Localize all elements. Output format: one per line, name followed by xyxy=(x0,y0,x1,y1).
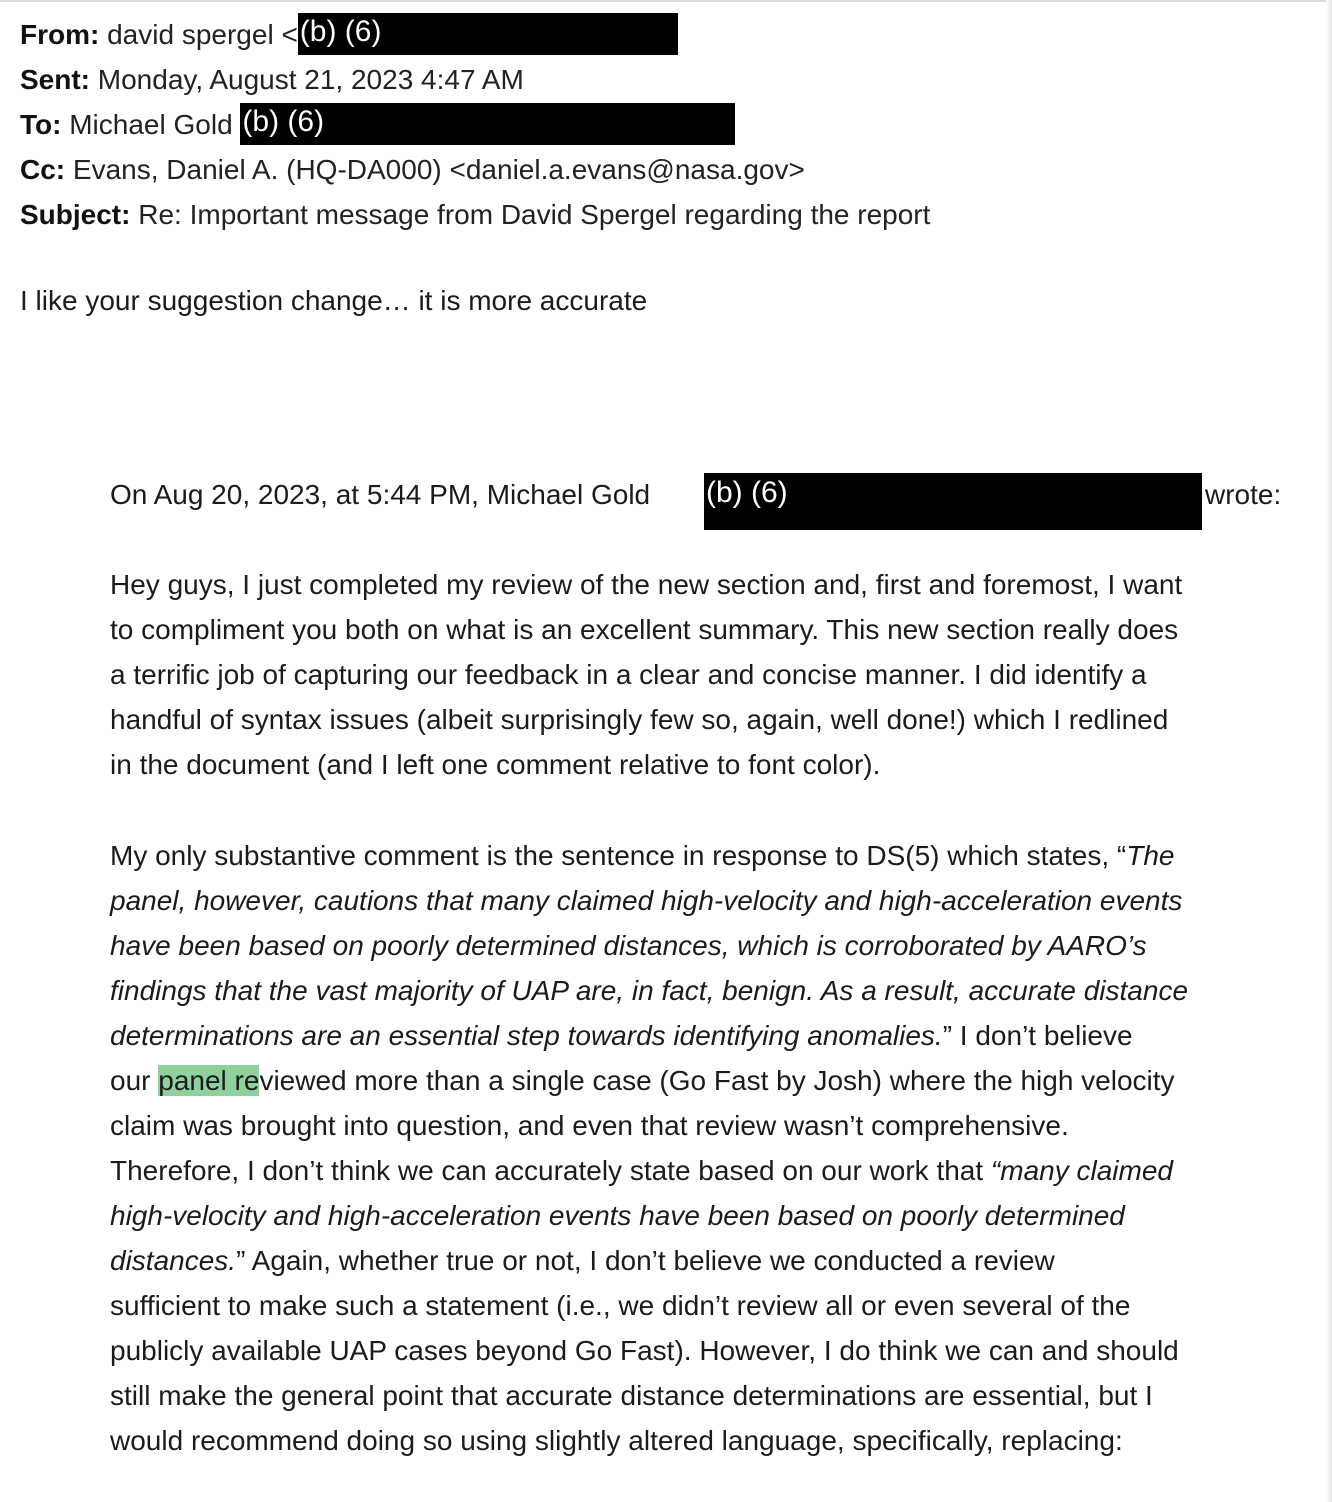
text-run: ” Again, whether true or not, I don’t believe we conducted a review xyxy=(236,1245,1055,1276)
page-edge-shadow xyxy=(1326,0,1332,1502)
paragraph-line: would recommend doing so using slightly altered language, specifically, replacing: xyxy=(110,1425,1123,1456)
from-label: From: xyxy=(20,19,100,50)
from-value: david spergel < xyxy=(107,19,298,50)
quoted-redaction: (b) (6) xyxy=(704,473,1202,530)
from-line xyxy=(20,12,1300,57)
cc-line xyxy=(20,147,1300,192)
paragraph-line xyxy=(110,1238,1310,1283)
sent-line xyxy=(20,57,1300,102)
reply-text: I like your suggestion change… it is more accurate xyxy=(20,285,648,316)
text-run: Therefore, I don’t think we can accurately state based on our work that xyxy=(110,1155,991,1186)
text-run: viewed more than a single case (Go Fast by Josh) where the high velocity xyxy=(259,1065,1175,1096)
paragraph-line xyxy=(110,1148,1310,1193)
paragraph-line: publicly available UAP cases beyond Go Fast). However, I do think we can and should xyxy=(110,1335,1179,1366)
subject-line xyxy=(20,192,1300,237)
quoted-paragraph-2 xyxy=(110,833,1310,1463)
quoted-paragraph-1 xyxy=(110,562,1310,787)
paragraph-line xyxy=(110,1013,1310,1058)
paragraph-line: still make the general point that accurate distance determinations are essential, but I xyxy=(110,1380,1153,1411)
quote-run: The xyxy=(1126,840,1175,871)
paragraph-line: a terrific job of capturing our feedback in a clear and concise manner. I did identify a xyxy=(110,659,1147,690)
text-run: ” I don’t believe xyxy=(942,1020,1133,1051)
subject-value: Re: Important message from David Spergel regarding the report xyxy=(138,199,931,230)
paragraph-line: sufficient to make such a statement (i.e., we didn’t review all or even several of the xyxy=(110,1290,1131,1321)
highlighted-text: panel re xyxy=(158,1065,260,1096)
from-redaction: (b) (6) xyxy=(298,13,678,55)
paragraph-line: to compliment you both on what is an excellent summary. This new section really does xyxy=(110,614,1179,645)
paragraph-line: Hey guys, I just completed my review of the new section and, first and foremost, I want xyxy=(110,569,1183,600)
sent-value: Monday, August 21, 2023 4:47 AM xyxy=(97,64,524,95)
paragraph-line xyxy=(110,833,1310,878)
paragraph-line xyxy=(110,1058,1310,1103)
top-rule xyxy=(0,0,1332,2)
quote-line: have been based on poorly determined distances, which is corroborated by AARO’s xyxy=(110,930,1147,961)
paragraph-line: claim was brought into question, and even that review wasn’t comprehensive. xyxy=(110,1110,1069,1141)
email-header xyxy=(20,12,1300,237)
quote-run: “many claimed xyxy=(990,1155,1173,1186)
sent-label: Sent: xyxy=(20,64,90,95)
text-run: our xyxy=(110,1065,159,1096)
quote-line: panel, however, cautions that many claimed high-velocity and high-acceleration events xyxy=(110,885,1183,916)
quoted-intro: On Aug 20, 2023, at 5:44 PM, Michael Gold xyxy=(110,479,651,510)
to-redaction: (b) (6) xyxy=(240,103,735,145)
quote-run: determinations are an essential step towards identifying anomalies. xyxy=(110,1020,943,1051)
paragraph-line: handful of syntax issues (albeit surprisingly few so, again, well done!) which I redlined xyxy=(110,704,1169,735)
to-line xyxy=(20,102,1300,147)
to-label: To: xyxy=(20,109,62,140)
cc-value: Evans, Daniel A. (HQ-DA000) <daniel.a.evans@nasa.gov> xyxy=(72,154,805,185)
cc-label: Cc: xyxy=(20,154,66,185)
quote-line: high-velocity and high-acceleration events have been based on poorly determined xyxy=(110,1200,1125,1231)
subject-label: Subject: xyxy=(20,199,131,230)
quote-line: findings that the vast majority of UAP are, in fact, benign. As a result, accurate distance xyxy=(110,975,1189,1006)
to-value: Michael Gold xyxy=(69,109,233,140)
quote-run: distances. xyxy=(110,1245,237,1276)
paragraph-line: in the document (and I left one comment relative to font color). xyxy=(110,749,881,780)
quoted-wrote: wrote: xyxy=(1205,479,1282,510)
text-run: My only substantive comment is the sentence in response to DS(5) which states, “ xyxy=(110,840,1127,871)
